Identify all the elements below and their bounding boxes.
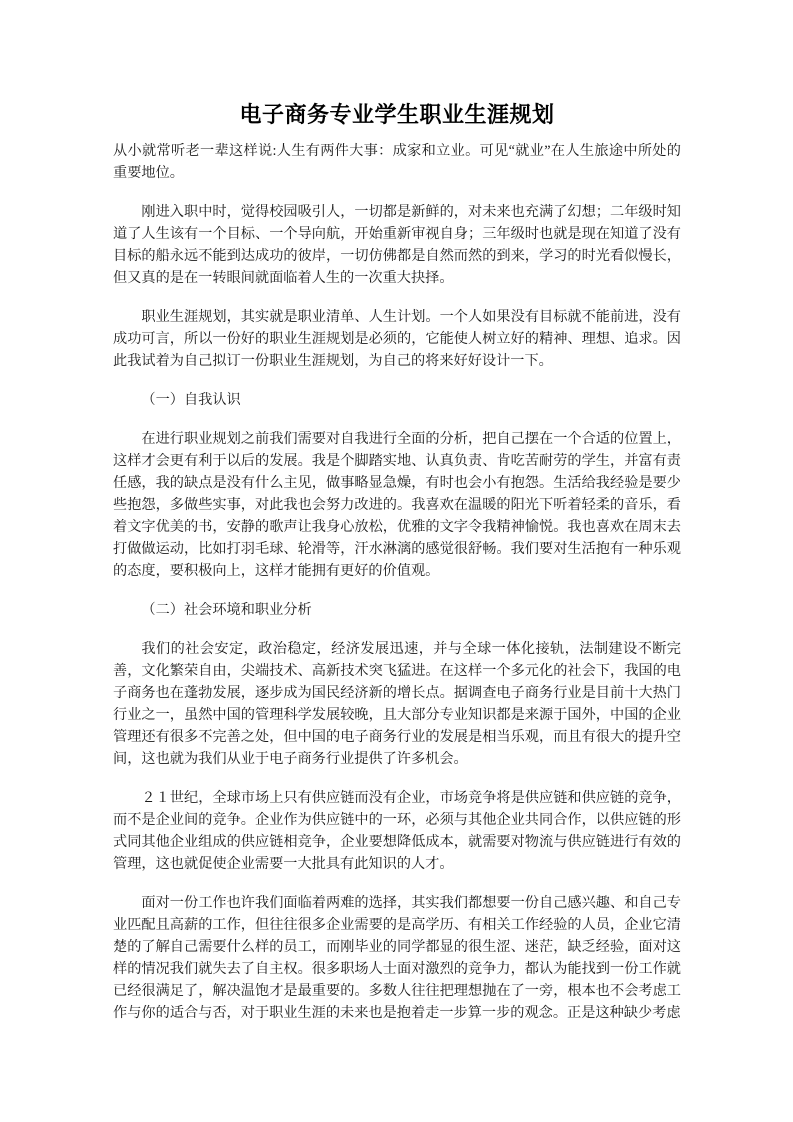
paragraph: 刚进入职中时，觉得校园吸引人，一切都是新鲜的，对未来也充满了幻想；二年级时知道了人生该有一个目标、一个导向航，开始重新审视自身；三年级时也就是现在知道了没有目标的船永远不能到达成功的彼岸，一切仿佛都是自然而然的到来，学习的时光看似慢长，但又真的是在一转眼间就面临着人生的一次重大抉择。	[113, 204, 681, 286]
paragraph: ２１世纪，全球市场上只有供应链而没有企业，市场竞争将是供应链和供应链的竞争，而不是企业间的竞争。企业作为供应链中的一环，必须与其他企业共同合作，以供应链的形式同其他企业组成的供应链相竞争，企业要想降低成本，就需要对物流与供应链进行有效的管理，这也就促使企业需要一大批具有此知识的人才。	[113, 790, 681, 872]
section-heading: （一）自我认识	[141, 392, 241, 408]
paragraph: 我们的社会安定，政治稳定，经济发展迅速，并与全球一体化接轨，法制建设不断完善，文化繁荣自由，尖端技术、高新技术突飞猛进。在这样一个多元化的社会下，我国的电子商务也在蓬勃发展，逐步成为国民经济新的增长点。据调查电子商务行业是目前十大热门行业之一，虽然中国的管理科学发展较晚，且大部分专业知识都是来源于国外，中国的企业管理还有很多不完善之处，但中国的电子商务行业的发展是相当乐观，而且有很大的提升空间，这也就为我们从业于电子商务行业提供了许多机会。	[113, 641, 681, 767]
document-body	[113, 140, 681, 1024]
document-title: 电子商务专业学生职业生涯规划	[239, 102, 555, 127]
section-heading: （二）社会环境和职业分析	[141, 602, 312, 618]
paragraph: 职业生涯规划，其实就是职业清单、人生计划。一个人如果没有目标就不能前进，没有成功可言，所以一份好的职业生涯规划是必须的，它能使人树立好的精神、理想、追求。因此我试着为自己拟订一份职业生涯规划，为自己的将来好好设计一下。	[113, 309, 681, 369]
paragraph: 从小就常听老一辈这样说:人生有两件大事：成家和立业。可见“就业”在人生旅途中所处的重要地位。	[113, 143, 681, 181]
paragraph: 在进行职业规划之前我们需要对自我进行全面的分析，把自己摆在一个合适的位置上，这样才会更有利于以后的发展。我是个脚踏实地、认真负责、肯吃苦耐劳的学生，并富有责任感，我的缺点是没有什么主见，做事略显急燥，有时也会小有抱怨。生活给我经验是要少些抱怨，多做些实事，对此我也会努力改进的。我喜欢在温暖的阳光下听着轻柔的音乐，看着文字优美的书，安静的歌声让我身心放松，优雅的文字令我精神愉悦。我也喜欢在周末去打做做运动，比如打羽毛球、轮滑等，汗水淋漓的感觉很舒畅。我们要对生活抱有一种乐观的态度，要积极向上，这样才能拥有更好的价值观。	[113, 431, 681, 579]
paragraph: 面对一份工作也许我们面临着两难的选择，其实我们都想要一份自己感兴趣、和自己专业匹配且高薪的工作，但往往很多企业需要的是高学历、有相关工作经验的人员，企业它清楚的了解自己需要什么样的员工，而刚毕业的同学都显的很生涩、迷茫，缺乏经验，面对这样的情况我们就失去了自主权。很多职场人士面对激烈的竞争力，都认为能找到一份工作就已经很满足了，解决温饱才是最重要的。多数人往往把理想抛在了一旁，根本也不会考虑工作与你的适合与否，对于职业生涯的未来也是抱着走一步算一步的观念。正是这种缺少考虑	[113, 895, 681, 1021]
